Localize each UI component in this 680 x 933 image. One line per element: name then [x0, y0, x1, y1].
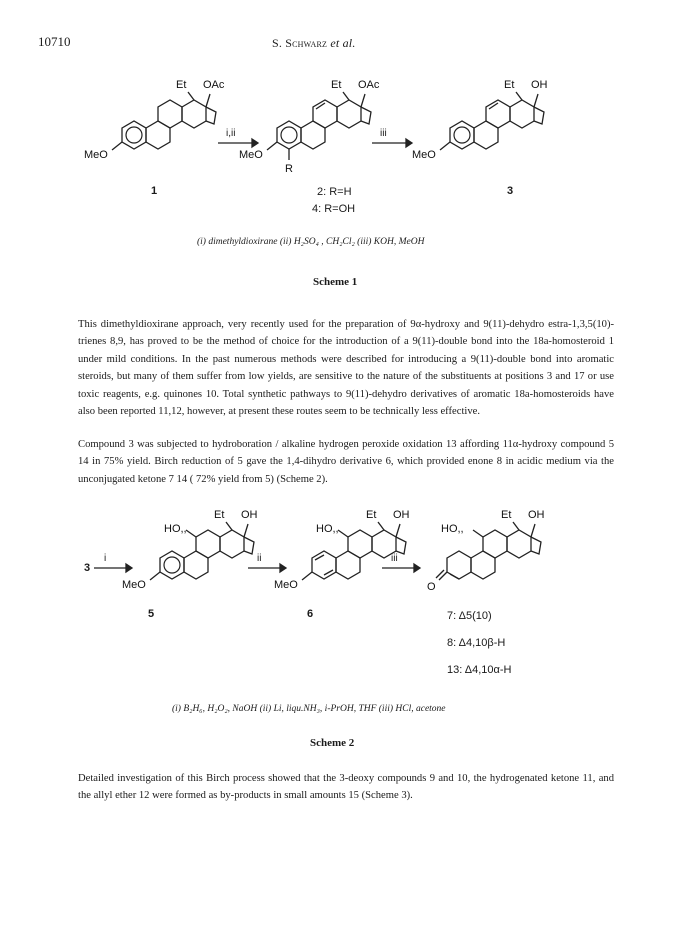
scheme2-start-compound: 3 [84, 562, 91, 574]
scheme2-arrow-3 [382, 563, 422, 573]
structure-compound-6 [274, 509, 420, 600]
meo-label: MeO [274, 579, 298, 591]
et-label: Et [501, 509, 512, 521]
meo-label: MeO [412, 149, 436, 161]
et-label: Et [504, 79, 515, 91]
meo-label: MeO [84, 149, 108, 161]
compound-2-label: 2: R=H [317, 186, 352, 198]
compound-8-label: 8: Δ4,10β-H [447, 637, 506, 649]
scheme1-conditions: (i) dimethyldioxirane (ii) H₂SO₄ , CH₂Cl₂ (iii) KOH, MeOH [197, 237, 425, 247]
arrow-label-2: iii [380, 128, 387, 139]
reaction-arrow-2 [372, 138, 412, 148]
reaction-arrow-1 [218, 138, 258, 148]
oac-label: OAc [358, 79, 380, 91]
paragraph-1-text: This dimethyldioxirane approach, very recently used for the preparation of 9α-hydroxy and 9(11)-dehydro estra-1,3,5(10)-trienes 8,9, has proved to be the method of choice for the introduction of a 9(11)-double bond into the 18a-homosteroid 1 under mild conditions. In the past numerous methods were described for introducing a 9(11)-double bond into aromatic steroids, but many of them suffer from low yields, are sensitive to the nature of the substituents at positions 3 and 17 or use toxic reagents, e.g. quinones 10. Total synthetic pathways to 9(11)-dehydro derivatives of aromatic 18a-homosteroids have also been reported 11,12, however, at present these routes seem to be technically less effective. [78, 319, 614, 418]
structure-compound-2-4 [239, 79, 385, 180]
structure-compound-1 [84, 79, 230, 170]
structure-compound-7-8-13 [425, 509, 555, 610]
structure-compound-5 [122, 509, 268, 600]
et-label: Et [331, 79, 342, 91]
meo-label: MeO [122, 579, 146, 591]
oac-label: OAc [203, 79, 225, 91]
structure-compound-3 [412, 79, 558, 170]
scheme1-caption: Scheme 1 [313, 276, 358, 288]
paragraph-3-text: Detailed investigation of this Birch process showed that the 3-deoxy compounds 9 and 10, the hydrogenated ketone 11, and the allyl ether 12 were formed as by-products in small amounts 15 (Scheme 3). [78, 773, 614, 802]
body-paragraph-2 [78, 436, 614, 488]
oh-label: OH [528, 509, 545, 521]
scheme2-caption: Scheme 2 [310, 737, 355, 749]
oh-label: OH [393, 509, 410, 521]
body-paragraph-3 [78, 770, 614, 805]
scheme2-arrow-label-3: iii [391, 553, 398, 564]
compound-13-label: 13: Δ4,10α-H [447, 664, 512, 676]
body-paragraph-1 [78, 316, 614, 420]
scheme2-conditions: (i) B₂H₆, H₂O₂, NaOH (ii) Li, liqu.NH₃, i-PrOH, THF (iii) HCl, acetone [172, 704, 446, 714]
compound-5-number: 5 [148, 608, 155, 620]
r-label: R [285, 163, 293, 175]
running-author [272, 36, 356, 51]
ho-label: HO,, [441, 523, 464, 535]
ho-label: HO,, [316, 523, 339, 535]
compound-1-number: 1 [151, 185, 158, 197]
compound-4-label: 4: R=OH [312, 203, 356, 215]
oh-label: OH [241, 509, 258, 521]
et-label: Et [366, 509, 377, 521]
author-suffix: et al. [327, 36, 356, 50]
author-name: S. Schwarz [272, 36, 328, 50]
arrow-label-1: i,ii [226, 128, 236, 139]
ho-label: HO,, [164, 523, 187, 535]
compound-3-number: 3 [507, 185, 514, 197]
scheme2-arrow-label-2: ii [257, 553, 262, 564]
paragraph-2-text: Compound 3 was subjected to hydroboration / alkaline hydrogen peroxide oxidation 13 affording 11α-hydroxy compound 5 14 in 75% yield. Birch reduction of 5 gave the 1,4-dihydro derivative 6, which provided enone 8 in acidic medium via the unconjugated ketone 7 14 ( 72% yield from 5) (Scheme 2). [78, 439, 614, 485]
o-label: O [427, 581, 436, 593]
et-label: Et [176, 79, 187, 91]
meo-label: MeO [239, 149, 263, 161]
scheme2-arrow-2 [248, 563, 288, 573]
et-label: Et [214, 509, 225, 521]
compound-6-number: 6 [307, 608, 314, 620]
scheme2-arrow-label-1: i [104, 553, 107, 564]
page-number: 10710 [38, 34, 71, 49]
scheme2-arrow-1 [94, 563, 134, 573]
oh-label: OH [531, 79, 548, 91]
compound-7-label: 7: Δ5(10) [447, 610, 492, 622]
